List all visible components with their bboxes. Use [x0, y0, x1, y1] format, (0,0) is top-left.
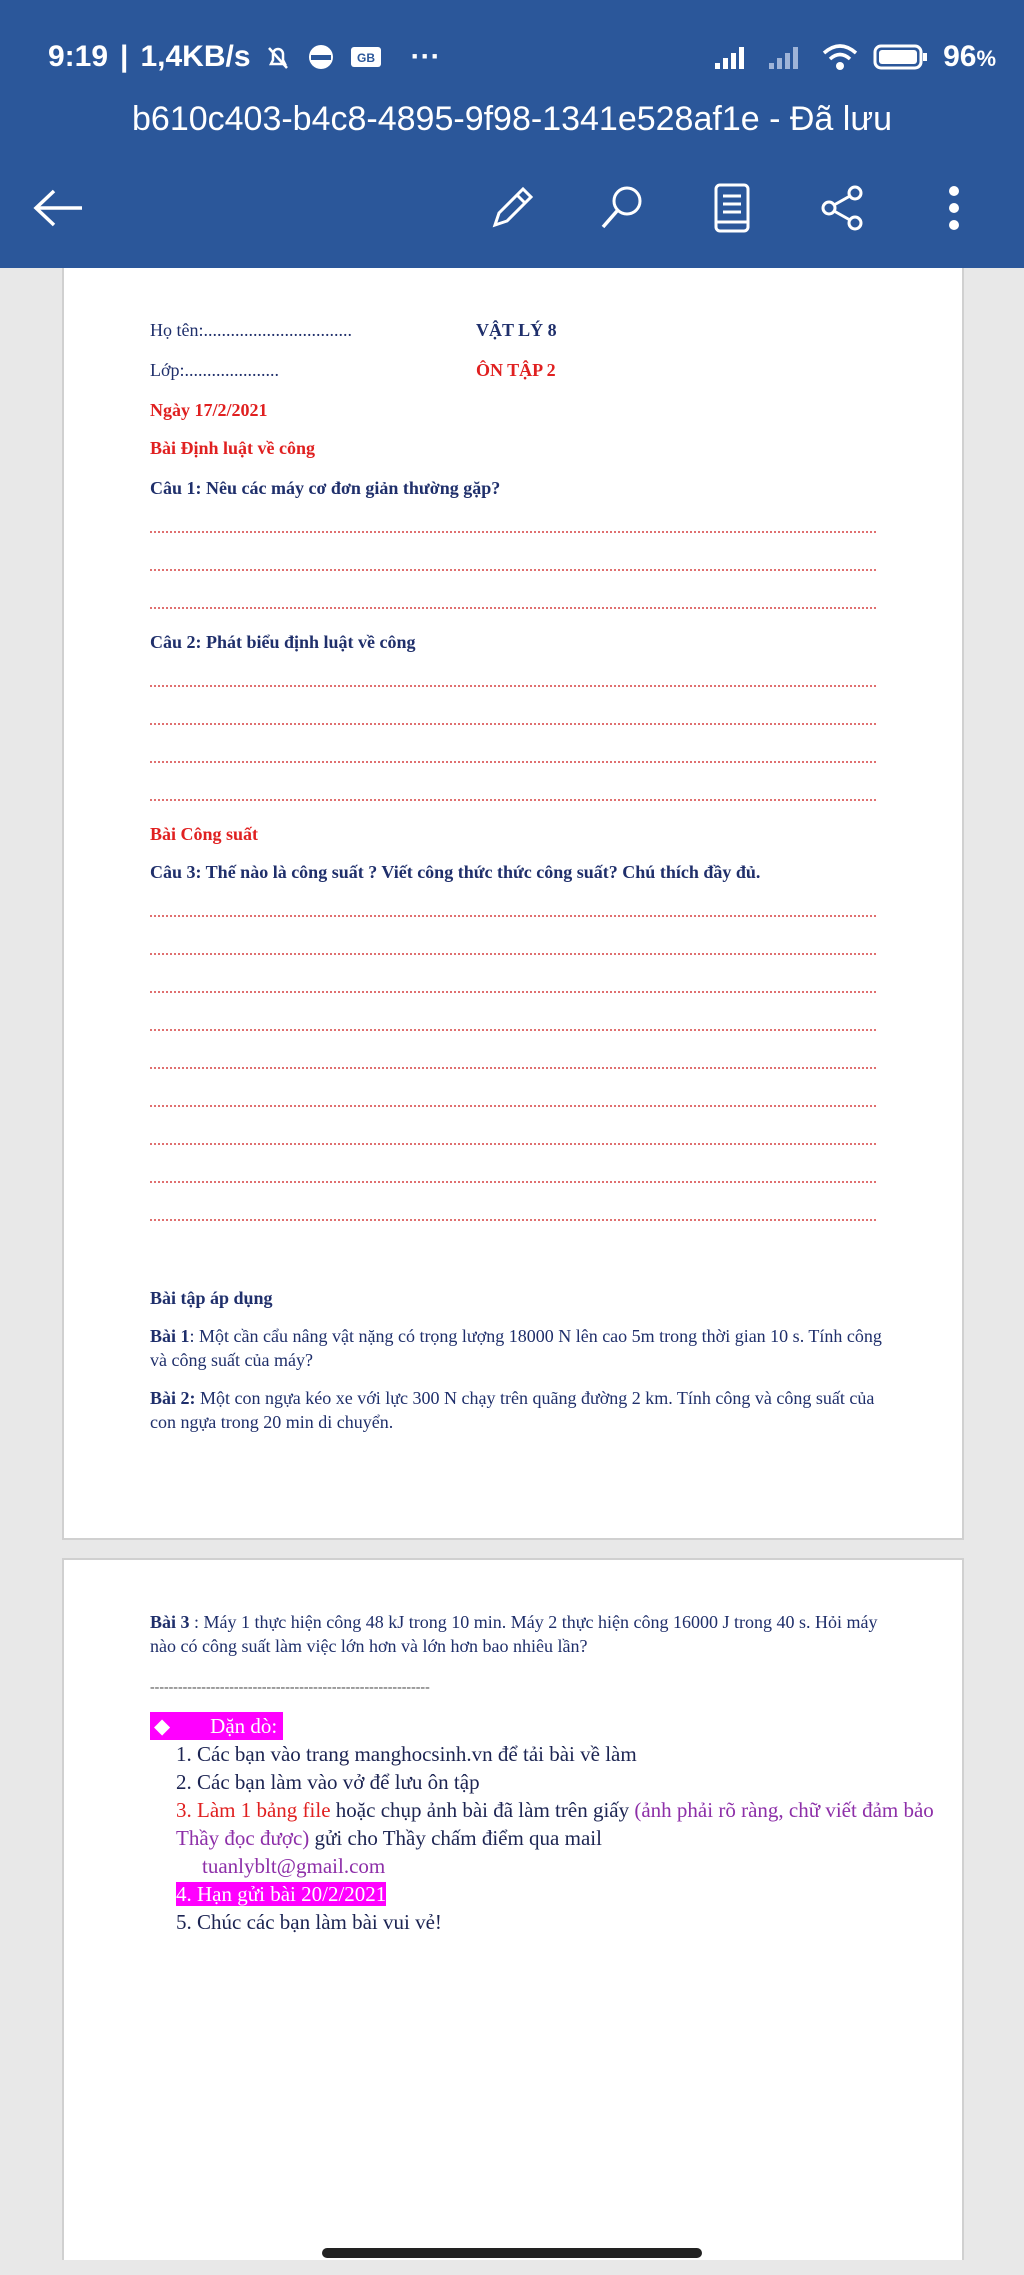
- battery-level: 96%: [943, 40, 996, 73]
- answer-line: [150, 531, 876, 533]
- document-page-2: [62, 1558, 964, 2260]
- signal-icon: [713, 43, 753, 71]
- answer-line: [150, 1067, 876, 1069]
- answer-line: [150, 953, 876, 955]
- more-status-icon: ···: [410, 40, 441, 73]
- exercise-2: Bài 2: Một con ngựa kéo xe với lực 300 N chạy trên quãng đường 2 km. Tính công và công suất của con ngựa trong 20 min di chuyển.: [150, 1388, 875, 1432]
- more-vertical-icon: [944, 183, 964, 233]
- notice-item-3: 3. Làm 1 bảng file hoặc chụp ảnh bài đã làm trên giấy (ảnh phải rõ ràng, chữ viết đảm bảo Thầy đọc được) gửi cho Thầy chấm điểm qua mail tuanlyblt@gmail.com: [176, 1796, 936, 1880]
- edit-button[interactable]: [482, 178, 542, 238]
- notice-item-4: 4. Hạn gửi bài 20/2/2021: [176, 1882, 387, 1906]
- review-title: ÔN TẬP 2: [476, 360, 556, 380]
- share-button[interactable]: [812, 178, 872, 238]
- date-text: Ngày 17/2/2021: [150, 400, 268, 420]
- status-time: 9:19: [48, 40, 109, 73]
- arrow-left-icon: [30, 188, 86, 228]
- notice-item-5: 5. Chúc các bạn làm bài vui vẻ!: [176, 1910, 442, 1934]
- status-bar-right: [713, 40, 996, 74]
- home-indicator[interactable]: [322, 2248, 702, 2258]
- signal-2-icon: [767, 43, 807, 71]
- answer-line: [150, 1105, 876, 1107]
- section-heading-exercises: Bài tập áp dụng: [150, 1288, 273, 1308]
- answer-line: [150, 991, 876, 993]
- notice-item-1: 1. Các bạn vào trang manghocsinh.vn để tải bài về làm: [176, 1742, 637, 1766]
- document-title: b610c403-b4c8-4895-9f98-1341e528af1e - Đã lưu: [132, 100, 892, 138]
- section-heading-work-law: Bài Định luật về công: [150, 438, 316, 458]
- name-field-label: Họ tên:.................................: [150, 320, 352, 340]
- answer-line: [150, 685, 876, 687]
- search-button[interactable]: [592, 178, 652, 238]
- back-button[interactable]: [28, 178, 88, 238]
- answer-line: [150, 569, 876, 571]
- reading-mode-icon: [712, 182, 752, 234]
- exercise-1: Bài 1: Một cần cẩu nâng vật nặng có trọng lượng 18000 N lên cao 5m trong thời gian 10 s. Tính công và công suất của máy?: [150, 1326, 882, 1370]
- subject-title: VẬT LÝ 8: [476, 320, 557, 340]
- alarm-off-icon: [263, 42, 293, 72]
- svg-text:GB: GB: [356, 51, 375, 65]
- status-bar-left: 9:19 | 1,4KB/s GB ···: [48, 40, 441, 73]
- answer-line: [150, 915, 876, 917]
- answer-line: [150, 1181, 876, 1183]
- more-button[interactable]: [924, 178, 984, 238]
- keyboard-icon: [349, 44, 383, 70]
- reading-mode-button[interactable]: [702, 178, 762, 238]
- question-3: Câu 3: Thế nào là công suất ? Viết công thức thức công suất? Chú thích đầy đủ.: [150, 862, 761, 882]
- wifi-icon: [821, 42, 859, 72]
- share-icon: [817, 183, 867, 233]
- question-2: Câu 2: Phát biểu định luật về công: [150, 632, 416, 652]
- sync-icon: [305, 41, 337, 73]
- document-page-1: [62, 268, 964, 1540]
- answer-line: [150, 761, 876, 763]
- app-bar: [0, 0, 1024, 268]
- answer-line: [150, 799, 876, 801]
- separator: ------------------------------------------------------------: [150, 1680, 430, 1695]
- question-1: Câu 1: Nêu các máy cơ đơn giản thường gặp?: [150, 478, 501, 498]
- answer-line: [150, 1219, 876, 1221]
- notice-item-2: 2. Các bạn làm vào vở để lưu ôn tập: [176, 1770, 480, 1794]
- section-heading-power: Bài Công suất: [150, 824, 259, 844]
- answer-line: [150, 1029, 876, 1031]
- contact-email[interactable]: tuanlyblt@gmail.com: [202, 1854, 386, 1878]
- search-icon: [597, 183, 647, 233]
- answer-line: [150, 1143, 876, 1145]
- answer-line: [150, 723, 876, 725]
- pencil-icon: [487, 183, 537, 233]
- answer-line: [150, 607, 876, 609]
- class-field-label: Lớp:.....................: [150, 360, 280, 380]
- exercise-3: Bài 3 : Máy 1 thực hiện công 48 kJ trong 10 min. Máy 2 thực hiện công 16000 J trong 40 s. Hỏi máy nào có công suất làm việc lớn hơn và lớn hơn bao nhiêu lần?: [150, 1612, 878, 1656]
- battery-icon: [873, 43, 929, 71]
- notice-list: [176, 1740, 936, 1936]
- notice-heading: ◆ Dặn dò:: [150, 1712, 283, 1740]
- network-speed: 1,4KB/s: [140, 40, 251, 73]
